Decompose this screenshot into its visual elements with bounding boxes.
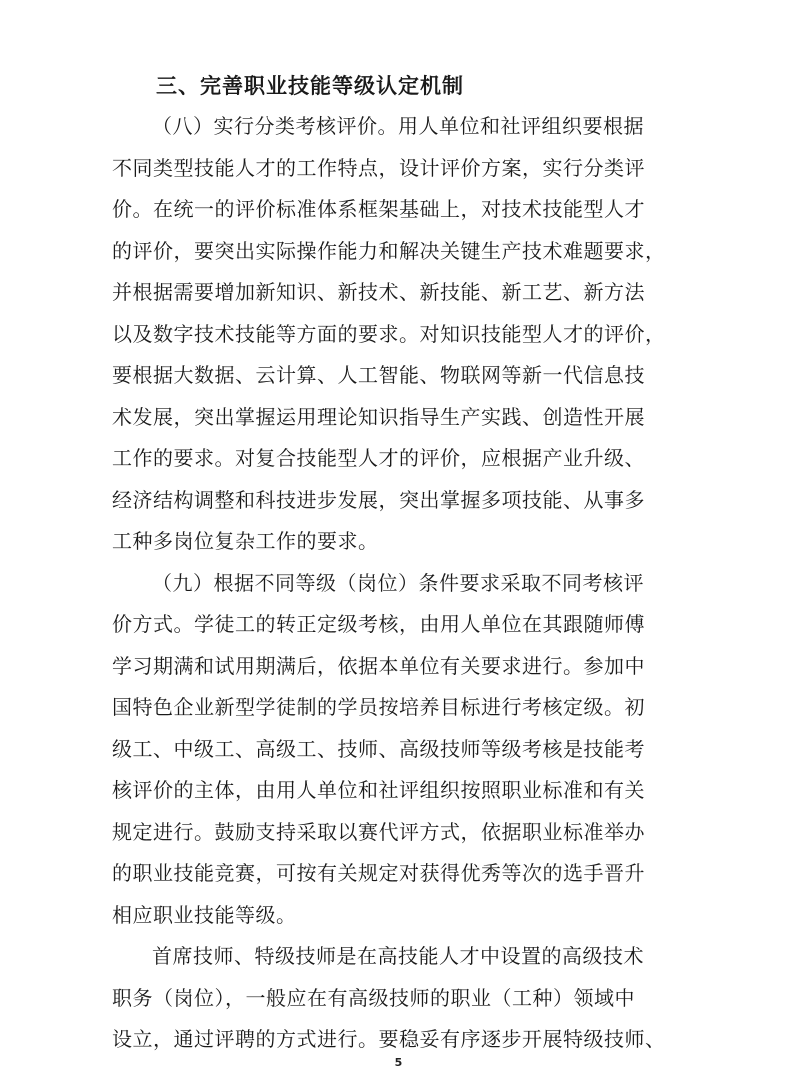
text-line: 职务（岗位），一般应在有高级技师的职业（工种）领域中 — [112, 985, 635, 1010]
text-line: （八）实行分类考核评价。用人单位和社评组织要根据 — [152, 114, 644, 138]
text-line: 价。在统一的评价标准体系框架基础上，对技术技能型人才 — [112, 197, 645, 221]
text-line: 首席技师、特级技师是在高技能人才中设置的高级技术 — [152, 944, 644, 968]
text-line: 不同类型技能人才的工作特点，设计评价方案，实行分类评 — [112, 155, 645, 180]
page-number: 5 — [394, 1056, 403, 1069]
text-line: （九）根据不同等级（岗位）条件要求采取不同考核评 — [152, 570, 644, 595]
text-line: 并根据需要增加新知识、新技术、新技能、新工艺、新方法 — [112, 280, 645, 304]
text-line: 级工、中级工、高级工、技师、高级技师等级考核是技能考 — [112, 736, 645, 761]
document-body — [112, 66, 697, 1061]
text-line: 的评价，要突出实际操作能力和解决关键生产技术难题要求， — [112, 238, 666, 263]
section-heading: 三、完善职业技能等级认定机制 — [156, 74, 464, 98]
text-line: 要根据大数据、云计算、人工智能、物联网等新一代信息技 — [112, 363, 645, 387]
text-line: 学习期满和试用期满后，依据本单位有关要求进行。参加中 — [112, 653, 645, 678]
text-line: 价方式。学徒工的转正定级考核，由用人单位在其跟随师傅 — [112, 612, 645, 636]
text-line: 工作的要求。对复合技能型人才的评价，应根据产业升级、 — [112, 446, 645, 470]
paragraph-chief-technician — [112, 936, 697, 1061]
paragraph-9 — [112, 563, 697, 937]
text-line: 国特色企业新型学徒制的学员按培养目标进行考核定级。初 — [112, 695, 645, 719]
text-line: 设立，通过评聘的方式进行。要稳妥有序逐步开展特级技师、 — [112, 1027, 666, 1051]
text-line: 经济结构调整和科技进步发展，突出掌握多项技能、从事多 — [112, 487, 645, 512]
text-line: 的职业技能竞赛，可按有关规定对获得优秀等次的选手晋升 — [112, 861, 645, 885]
text-line: 工种多岗位复杂工作的要求。 — [112, 529, 379, 553]
text-line: 相应职业技能等级。 — [112, 902, 297, 927]
text-line: 核评价的主体，由用人单位和社评组织按照职业标准和有关 — [112, 778, 645, 802]
text-line: 规定进行。鼓励支持采取以赛代评方式，依据职业标准举办 — [112, 819, 645, 844]
paragraph-8 — [112, 106, 697, 563]
text-line: 以及数字技术技能等方面的要求。对知识技能型人才的评价， — [112, 321, 666, 346]
text-line: 术发展，突出掌握运用理论知识指导生产实践、创造性开展 — [112, 404, 645, 429]
